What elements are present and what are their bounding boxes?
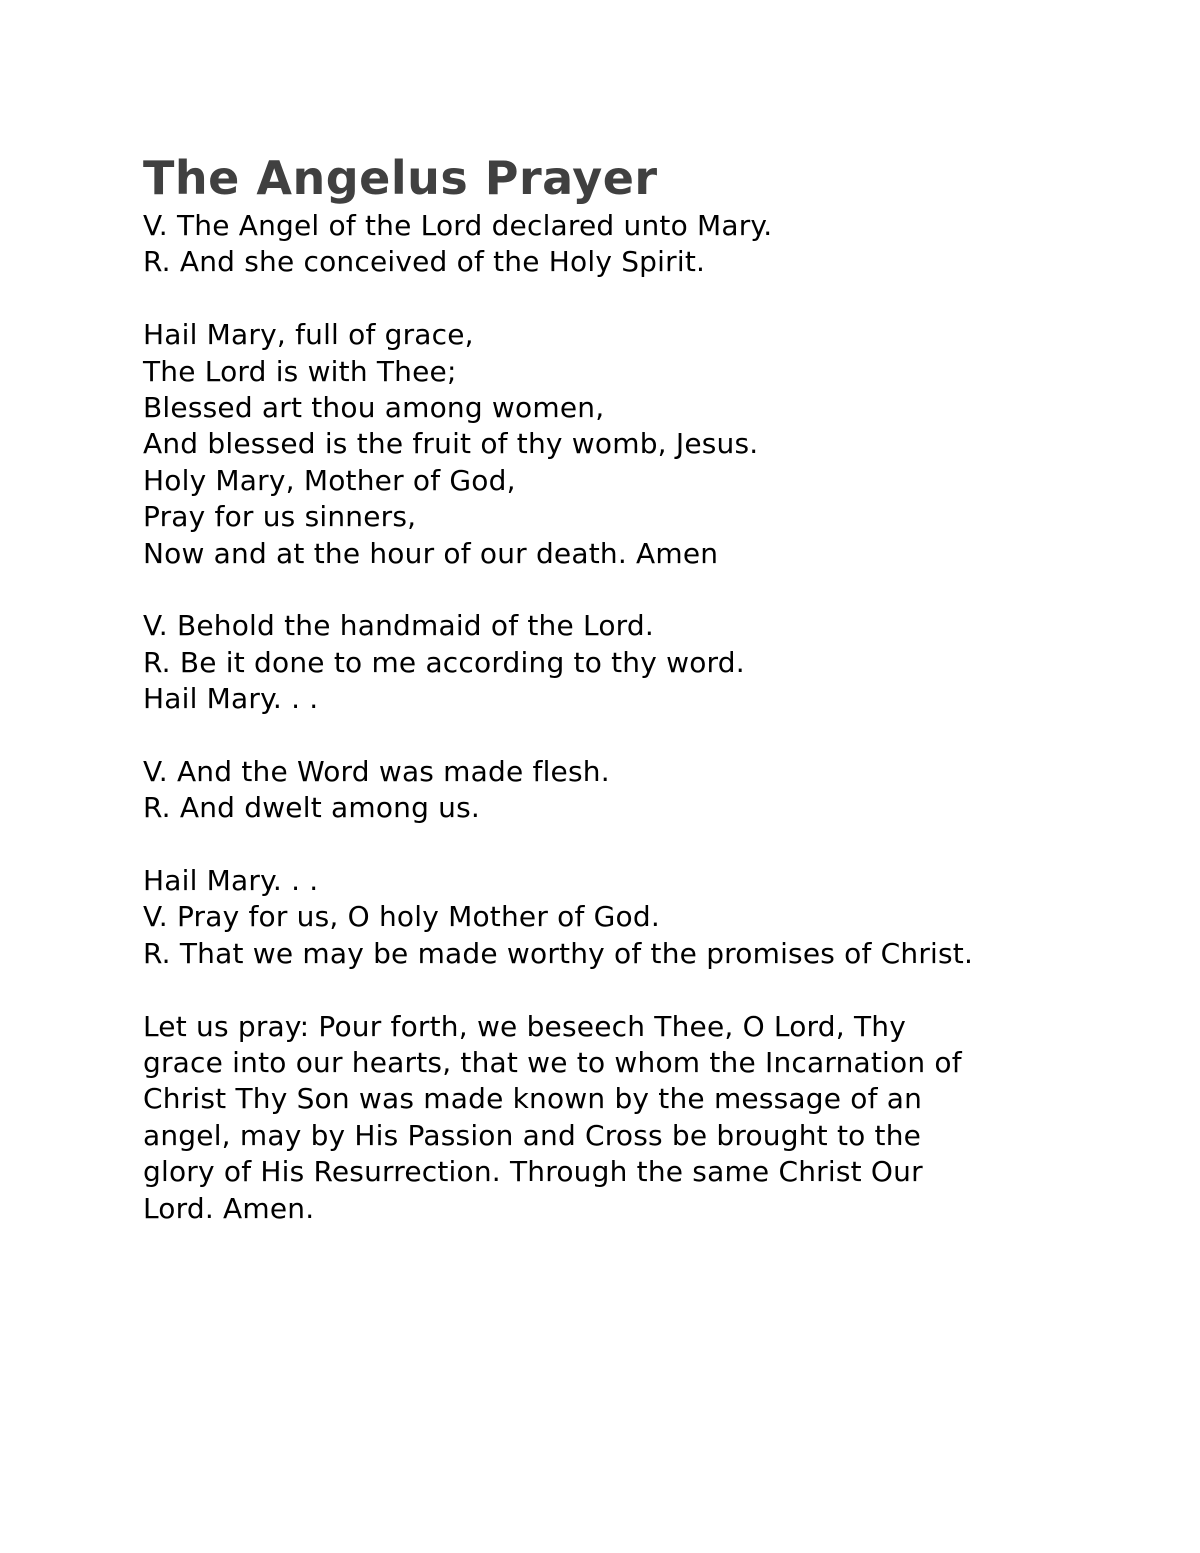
blank-line xyxy=(143,572,1103,608)
prayer-line: R. And she conceived of the Holy Spirit. xyxy=(143,245,706,279)
prayer-line: V. And the Word was made flesh. xyxy=(143,754,610,788)
prayer-line: Hail Mary. . . xyxy=(143,682,319,716)
prayer-line: R. That we may be made worthy of the promises of Christ. xyxy=(143,936,974,970)
prayer-line: R. And dwelt among us. xyxy=(143,791,481,825)
closing-prayer-line: Let us pray: Pour forth, we beseech Thee, O Lord, Thy xyxy=(143,1009,906,1043)
prayer-line: Now and at the hour of our death. Amen xyxy=(143,536,719,570)
closing-prayer-line: grace into our hearts, that we to whom the Incarnation of xyxy=(143,1045,962,1079)
prayer-line: Holy Mary, Mother of God, xyxy=(143,463,516,497)
prayer-line: And blessed is the fruit of thy womb, Jesus. xyxy=(143,427,759,461)
prayer-line: Blessed art thou among women, xyxy=(143,390,605,424)
blank-line xyxy=(143,827,1103,863)
closing-prayer-line: Christ Thy Son was made known by the message of an xyxy=(143,1082,923,1116)
closing-prayer-line: Lord. Amen. xyxy=(143,1191,315,1225)
prayer-line: V. Behold the handmaid of the Lord. xyxy=(143,609,654,643)
prayer-line: Pray for us sinners, xyxy=(143,500,417,534)
prayer-line: Hail Mary. . . xyxy=(143,864,319,898)
prayer-line: The Lord is with Thee; xyxy=(143,354,457,388)
prayer-body xyxy=(143,208,1103,1227)
blank-line xyxy=(143,972,1103,1008)
blank-line xyxy=(143,281,1103,317)
closing-prayer-line: angel, may by His Passion and Cross be brought to the xyxy=(143,1118,922,1152)
prayer-line: R. Be it done to me according to thy word. xyxy=(143,645,745,679)
prayer-line: Hail Mary, full of grace, xyxy=(143,318,474,352)
prayer-line: V. Pray for us, O holy Mother of God. xyxy=(143,900,660,934)
document-page xyxy=(143,148,1103,1227)
document-title: The Angelus Prayer xyxy=(143,151,658,205)
prayer-line: V. The Angel of the Lord declared unto Mary. xyxy=(143,209,773,242)
blank-line xyxy=(143,717,1103,753)
closing-prayer-line: glory of His Resurrection. Through the same Christ Our xyxy=(143,1155,923,1189)
